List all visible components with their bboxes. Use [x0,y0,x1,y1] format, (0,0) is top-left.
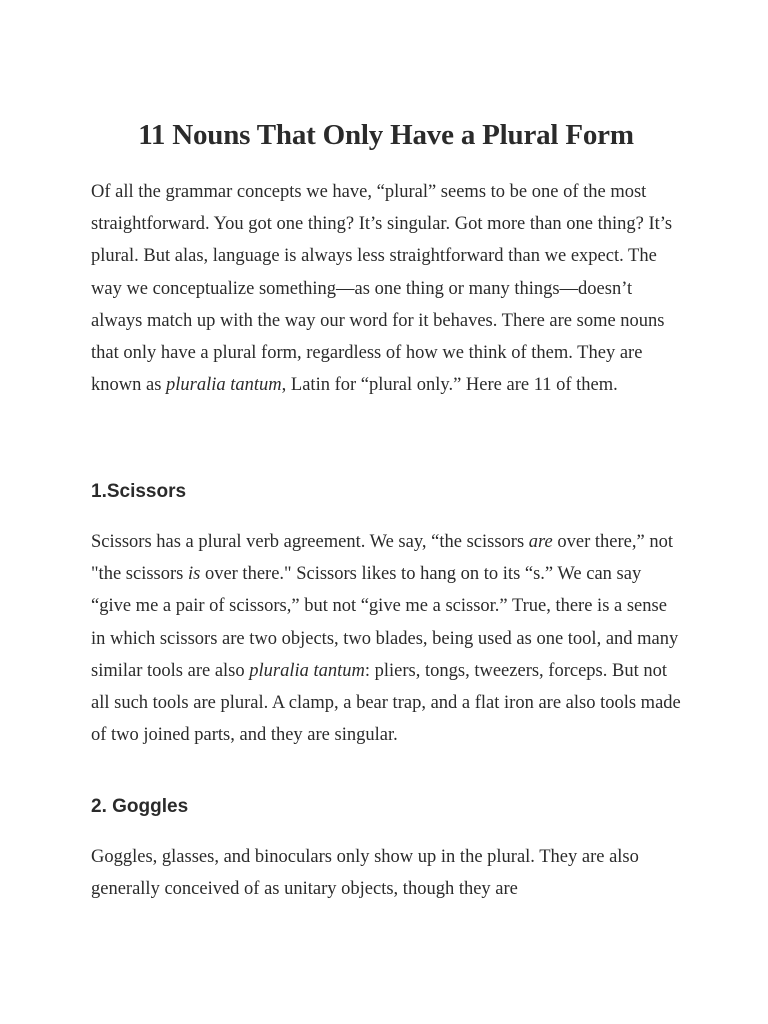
scissors-text-1: Scissors has a plural verb agreement. We say, “the scissors [91,532,529,552]
scissors-italic-3: pluralia tantum [249,660,365,681]
article-title: 11 Nouns That Only Have a Plural Form [138,119,634,151]
intro-text-1: Of all the grammar concepts we have, “plural” seems to be one of the most straightforward. You got one thing? It’s singular. Got more than one thing? It’s plural. But alas, language is always less straightforward than we expect. The way we conceptualize something—as one thing or many things—doesn’t always match up with the way our word for it behaves. There are some nouns that only have a plural form, regardless of how we think of them. They are known as [91,182,673,396]
goggles-text-1: Goggles, glasses, and binoculars only show up in the plural. They are also generally conceived of as unitary objects, though they are [91,847,639,900]
section-paragraph-scissors [91,526,681,751]
scissors-italic-1: are [528,532,553,552]
scissors-text-2: over there,” not "the scissors [91,532,673,585]
intro-paragraph [91,176,681,401]
scissors-text-4: : pliers, tongs, tweezers, forceps. But not all such tools are plural. A clamp, a bear trap, and a flat iron are also tools made of two joined parts, and they are singular. [91,660,681,746]
scissors-text-3: over there." Scissors likes to hang on to its “s.” We can say “give me a pair of scissors,” but not “give me a scissor.” True, there is a sense in which scissors are two objects, two blades, being used as one tool, and many similar tools are also [91,564,679,681]
section-paragraph-goggles [91,841,681,905]
scissors-italic-2: is [187,564,201,585]
intro-text-2: , Latin for “plural only.” Here are 11 of them. [281,375,618,396]
intro-italic-term: pluralia tantum [166,375,282,396]
section-heading-scissors: 1.Scissors [91,481,187,502]
section-heading-goggles: 2. Goggles [91,796,189,817]
